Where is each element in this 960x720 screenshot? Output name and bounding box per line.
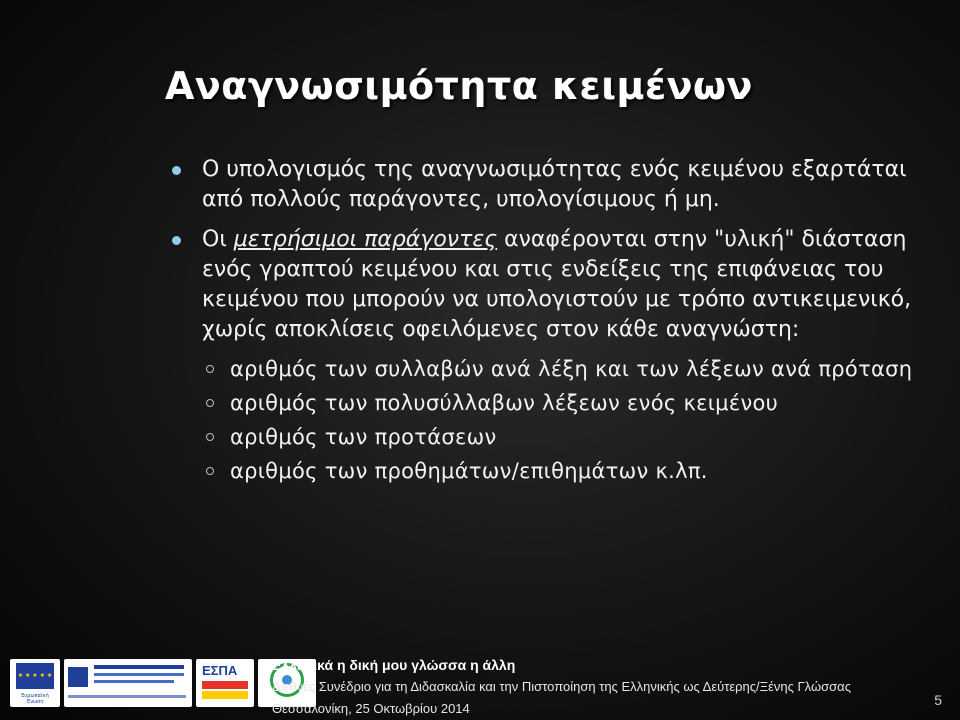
emphasized-term: μετρήσιμοι παράγοντες bbox=[233, 227, 498, 252]
espa-label: ΕΣΠΑ bbox=[202, 663, 238, 678]
page-number: 5 bbox=[934, 692, 942, 708]
sub-bullet-text: αριθμός των προθημάτων/επιθημάτων κ.λπ. bbox=[230, 459, 708, 483]
bullet-text-post: αναφέρονται στην "υλική" διάσταση ενός γραπτού κειμένου και στις ενδείξεις της επιφάνειας του κειμένου που μπορούν να υπολογιστούν με τρόπο αντικειμενικό, χωρίς αποκλίσεις οφειλόμενες στον κάθε αναγνώστη: bbox=[202, 227, 912, 342]
bullet-item-2 bbox=[170, 225, 930, 345]
sub-bullet-text: αριθμός των πολυσύλλαβων λέξεων ενός κειμένου bbox=[230, 391, 779, 415]
sub-bullet-text: αριθμός των συλλαβών ανά λέξη και των λέξεων ανά πρόταση bbox=[230, 357, 913, 381]
footer-logos bbox=[10, 655, 316, 711]
bullet-item-1 bbox=[170, 155, 930, 215]
ring-bullet-icon bbox=[206, 365, 214, 373]
sub-bullet-item bbox=[170, 423, 930, 451]
education-programme-logo bbox=[64, 659, 192, 707]
footer-conference-subtitle: Διεθνές Συνέδριο για τη Διδασκαλία και την Πιστοποίηση της Ελληνικής ως Δεύτερης/Ξένης Γλώσσας bbox=[272, 679, 851, 694]
eu-caption: Ευρωπαϊκή Ένωση bbox=[21, 693, 49, 705]
footer-conference-title: Ελληνικά η δική μου γλώσσα η άλλη bbox=[272, 657, 516, 673]
sub-bullet-text: αριθμός των προτάσεων bbox=[230, 425, 497, 449]
sub-bullet-item bbox=[170, 355, 930, 383]
bullet-dot-icon bbox=[172, 236, 181, 245]
footer-location-date: Θεσσαλονίκη, 25 Οκτωβρίου 2014 bbox=[272, 701, 470, 716]
ring-bullet-icon bbox=[206, 433, 214, 441]
bullet-dot-icon bbox=[172, 166, 181, 175]
slide-title: Αναγνωσιμότητα κειμένων bbox=[165, 64, 753, 108]
sub-bullet-item bbox=[170, 457, 930, 485]
bullet-text: Ο υπολογισμός της αναγνωσιμότητας ενός κειμένου εξαρτάται από πολλούς παράγοντες, υπολογίσιμους ή μη. bbox=[202, 157, 907, 212]
slide-content bbox=[170, 155, 930, 491]
eu-flag-logo: ★ ★ ★ ★ ★ Ευρωπαϊκή Ένωση bbox=[10, 659, 60, 707]
footer-text bbox=[272, 655, 960, 719]
bullet-text-pre: Οι bbox=[202, 227, 234, 252]
ring-bullet-icon bbox=[206, 467, 214, 475]
espa-logo bbox=[196, 659, 254, 707]
sub-bullet-item bbox=[170, 389, 930, 417]
ring-bullet-icon bbox=[206, 399, 214, 407]
